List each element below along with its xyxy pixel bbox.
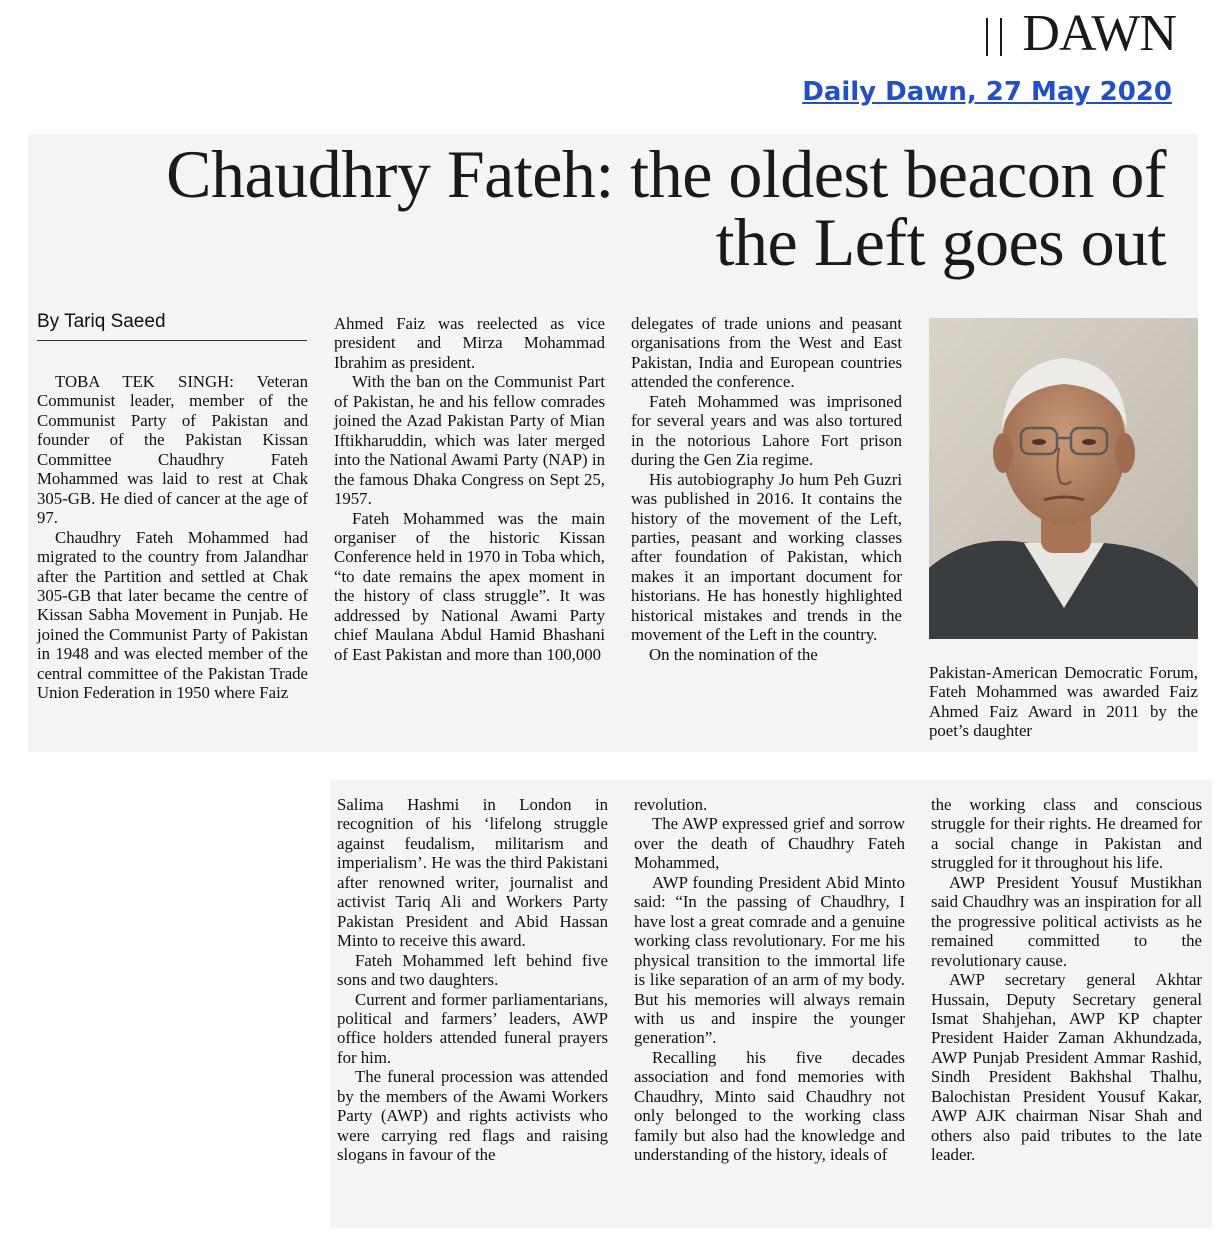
- paragraph: delegates of trade unions and peasant organisations from the West and East Pakistan, India and European countries attended the conference.: [631, 314, 902, 392]
- dateline-link[interactable]: Daily Dawn, 27 May 2020: [802, 77, 1172, 107]
- portrait-photo: [929, 318, 1198, 639]
- lower-column-2: [634, 795, 905, 1165]
- paragraph: His autobiography Jo hum Peh Guzri was published in 2016. It contains the history of the movement of the Left, parties, peasant and working classes after foundation of Pakistan, which makes it an important document for historians. He has honestly highlighted historical mistakes and trends in the movement of the Left in the country.: [631, 469, 902, 645]
- upper-column-3: [631, 314, 902, 664]
- paragraph: Fateh Mohammed left behind five sons and two daughters.: [337, 950, 608, 990]
- paragraph: Current and former parliamentarians, political and farmers’ leaders, AWP office holders attended funeral prayers for him.: [337, 989, 608, 1067]
- paragraph: TOBA TEK SINGH: Veteran Communist leader, member of the Communist Party of Pakistan and founder of the Pakistan Kissan Committee Chaudhry Fateh Mohammed was laid to rest at Chak 305-GB. He died of cancer at the age of 97.: [37, 372, 308, 528]
- paragraph: the working class and conscious struggle for their rights. He dreamed for a social change in Pakistan and struggled for it throughout his life.: [931, 795, 1202, 873]
- byline: By Tariq Saeed: [37, 310, 307, 341]
- lower-column-1: [337, 795, 608, 1165]
- headline-line-2: the Left goes out: [715, 204, 1166, 280]
- paragraph: AWP founding President Abid Minto said: “In the passing of Chaudhry, I have lost a great comrade and a genuine working class revolutionary. For me his physical transition to the immortal life is like separation of an arm of my body. But his memories will always remain with us and inspire the younger generation”.: [634, 872, 905, 1048]
- paragraph: Salima Hashmi in London in recognition of his ‘lifelong struggle against feudalism, militarism and imperialism’. He was the third Pakistani after renowned writer, journalist and activist Tariq Ali and Workers Party Pakistan President and Abid Hassan Minto to receive this award.: [337, 795, 608, 951]
- paragraph: The funeral procession was attended by the members of the Awami Workers Party (AWP) and rights activists who were carrying red flags and raising slogans in favour of the: [337, 1067, 608, 1165]
- paragraph: Fateh Mohammed was the main organiser of the historic Kissan Conference held in 1970 in Toba which, “to date remains the apex moment in the history of class struggle”. It was addressed by National Awami Party chief Maulana Abdul Hamid Bhashani of East Pakistan and more than 100,000: [334, 508, 605, 664]
- lower-column-3: [931, 795, 1202, 1165]
- paragraph: The AWP expressed grief and sorrow over the death of Chaudhry Fateh Mohammed,: [634, 814, 905, 873]
- paragraph: revolution.: [634, 795, 708, 814]
- masthead-bars-decoration: [986, 18, 1002, 56]
- paragraph: Recalling his five decades association and fond memories with Chaudhry, Minto said Chaudhry not only belonged to the working class family but also had the knowledge and understanding of the history, ideals of: [634, 1047, 905, 1165]
- headline-line-1: Chaudhry Fateh: the oldest beacon of: [166, 136, 1166, 212]
- masthead-text: DAWN: [1022, 5, 1176, 62]
- upper-column-2: [334, 314, 605, 664]
- paragraph: Fateh Mohammed was imprisoned for several years and was also tortured in the notorious Lahore Fort prison during the Gen Zia regime.: [631, 391, 902, 470]
- paragraph: Pakistan-American Democratic Forum, Fateh Mohammed was awarded Faiz Ahmed Faiz Award in 2011 by the poet’s daughter: [929, 663, 1198, 741]
- portrait-illustration: [929, 318, 1198, 639]
- paragraph: Ahmed Faiz was reelected as vice president and Mirza Mohammad Ibrahim as president.: [334, 314, 605, 372]
- paragraph: On the nomination of the: [649, 644, 818, 664]
- dawn-masthead-logo: [984, 5, 1176, 62]
- headline: [36, 136, 1166, 280]
- paragraph: AWP secretary general Akhtar Hussain, Deputy Secretary general Ismat Shahjehan, AWP KP chapter President Haider Zaman Akhundzada, AWP Punjab President Ammar Rashid, Sindh President Bakhshal Thalhu, Balochistan President Yousuf Kakar, AWP AJK chairman Nisar Shah and others also paid tributes to the late leader.: [931, 970, 1202, 1165]
- upper-column-1: [37, 372, 308, 703]
- paragraph: AWP President Yousuf Mustikhan said Chaudhry was an inspiration for all the progressive political activists as he remained committed to the revolutionary cause.: [931, 872, 1202, 970]
- paragraph: With the ban on the Communist Part of Pakistan, he and his fellow comrades joined the Azad Pakistan Party of Mian Iftikharuddin, which was later merged into the National Awami Party (NAP) in the famous Dhaka Congress on Sept 25, 1957.: [334, 372, 605, 509]
- paragraph: Chaudhry Fateh Mohammed had migrated to the country from Jalandhar after the Partition and settled at Chak 305-GB that later became the centre of Kissan Sabha Movement in Punjab. He joined the Communist Party of Pakistan in 1948 and was elected member of the central committee of the Pakistan Trade Union Federation in 1950 where Faiz: [37, 527, 308, 703]
- upper-column-4: [929, 663, 1198, 741]
